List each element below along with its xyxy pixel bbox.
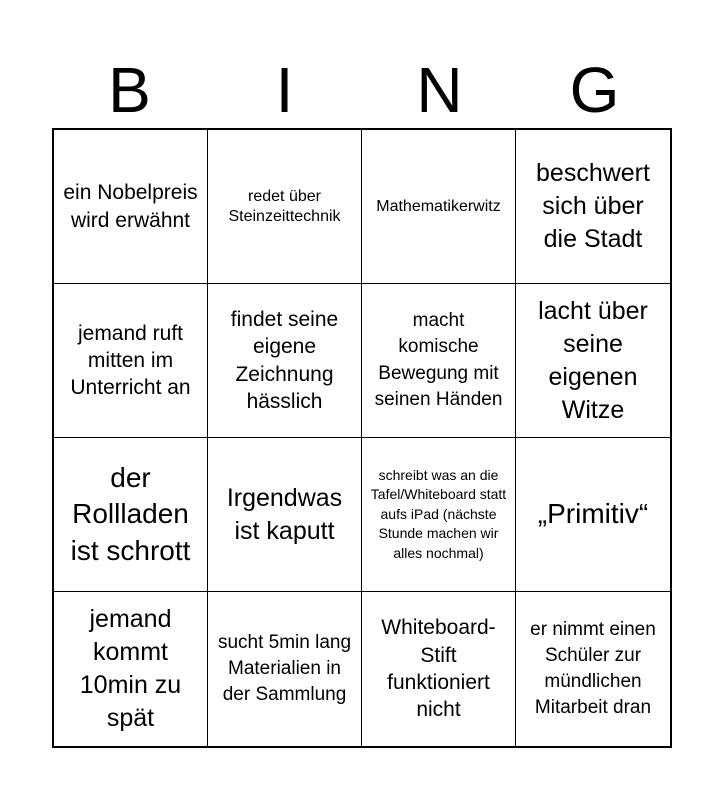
- bingo-cell-r2c4[interactable]: lacht über seine eigenen Witze: [516, 284, 670, 438]
- bingo-header: [52, 52, 672, 128]
- bingo-grid: [52, 128, 672, 748]
- bingo-cell-r2c1[interactable]: jemand ruft mitten im Unterricht an: [54, 284, 208, 438]
- header-letter-b: B: [108, 54, 151, 126]
- bingo-cell-r3c3[interactable]: schreibt was an die Tafel/Whiteboard statt aufs iPad (nächste Stunde machen wir alles nochmal): [362, 438, 516, 592]
- bingo-cell-r3c1[interactable]: der Rollladen ist schrott: [54, 438, 208, 592]
- header-letter-n: N: [416, 54, 463, 126]
- bingo-cell-r4c2[interactable]: sucht 5min lang Materialien in der Sammlung: [208, 592, 362, 746]
- bingo-cell-r1c3[interactable]: Mathematikerwitz: [362, 130, 516, 284]
- bingo-cell-r4c3[interactable]: Whiteboard-Stift funktioniert nicht: [362, 592, 516, 746]
- bingo-cell-r3c4[interactable]: „Primitiv“: [516, 438, 670, 592]
- bingo-cell-r1c1[interactable]: ein Nobelpreis wird erwähnt: [54, 130, 208, 284]
- bingo-cell-r1c4[interactable]: beschwert sich über die Stadt: [516, 130, 670, 284]
- header-letter-i: I: [275, 54, 294, 126]
- bingo-cell-r4c4[interactable]: er nimmt einen Schüler zur mündlichen Mitarbeit dran: [530, 618, 656, 719]
- header-letter-g: G: [569, 54, 620, 126]
- bingo-cell-r2c2[interactable]: findet seine eigene Zeichnung hässlich: [208, 284, 362, 438]
- bingo-cell-r1c2[interactable]: redet über Steinzeittechnik: [208, 130, 362, 284]
- bingo-cell-r4c1[interactable]: jemand kommt 10min zu spät: [54, 592, 208, 746]
- bingo-cell-r3c2[interactable]: Irgendwas ist kaputt: [208, 438, 362, 592]
- bingo-cell-r2c3[interactable]: macht komische Bewegung mit seinen Händen: [362, 284, 516, 438]
